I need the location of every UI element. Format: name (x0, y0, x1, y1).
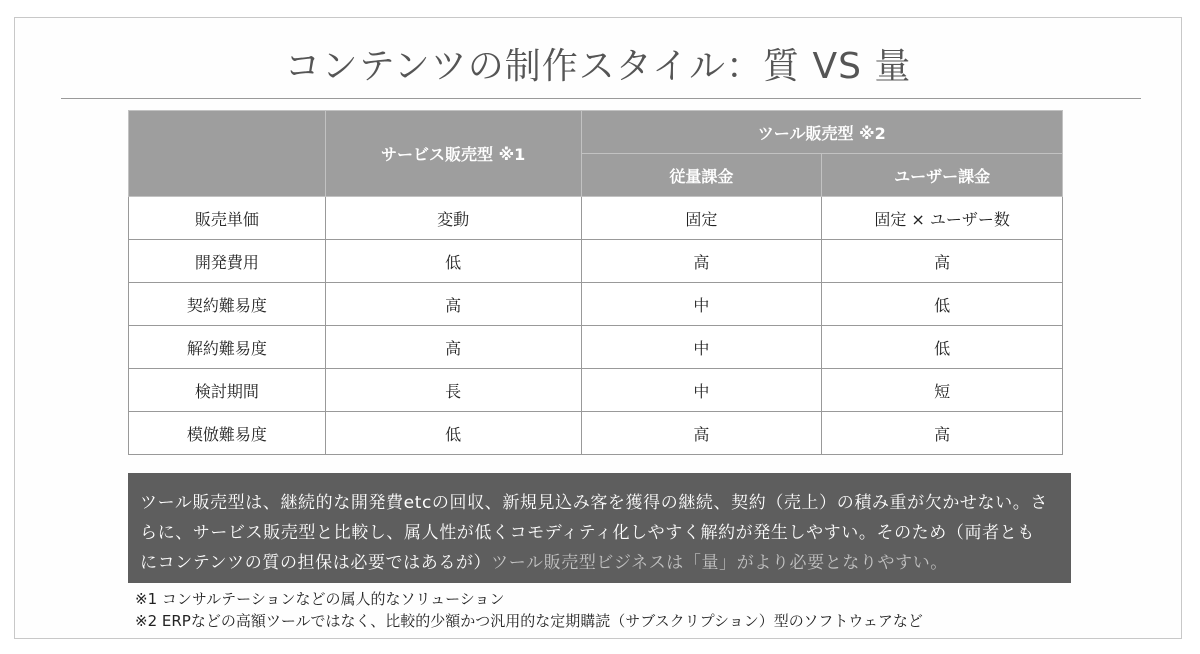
footnote: ※2 ERPなどの高額ツールではなく、比較的少額かつ汎用的な定期購読（サブスクリプション）型のソフトウェアなど (135, 612, 923, 630)
table-row (129, 326, 1063, 369)
footnotes (135, 588, 923, 632)
table-row (129, 369, 1063, 412)
cell-service: 長 (325, 369, 581, 412)
row-label: 契約難易度 (129, 283, 326, 326)
cell-usage: 中 (581, 369, 822, 412)
summary-note-box (128, 473, 1071, 583)
table-row (129, 283, 1063, 326)
note-highlight: ツール販売型ビジネスは「量」がより必要となりやすい。 (491, 553, 948, 573)
header-tool-sales: ツール販売型 ※2 (581, 111, 1063, 154)
table-row (129, 197, 1063, 240)
cell-user: 短 (822, 369, 1063, 412)
table-row (129, 240, 1063, 283)
slide (14, 17, 1182, 639)
note-line: らに、サービス販売型と比較し、属人性が低くコモディティ化しやすく解約が発生しやすい。そのため（両者とも (140, 523, 1035, 543)
note-text: にコンテンツの質の担保は必要ではあるが） (140, 553, 492, 573)
cell-usage: 固定 (581, 197, 822, 240)
row-label: 解約難易度 (129, 326, 326, 369)
table-row (129, 412, 1063, 455)
footnote: ※1 コンサルテーションなどの属人的なソリューション (135, 590, 505, 608)
page-title: コンテンツの制作スタイル：質 VS 量 (284, 46, 912, 87)
cell-usage: 中 (581, 283, 822, 326)
cell-user: 高 (822, 412, 1063, 455)
row-label: 模倣難易度 (129, 412, 326, 455)
note-line: ツール販売型は、継続的な開発費etcの回収、新規見込み客を獲得の継続、契約（売上）の積み重が欠かせない。さ (140, 493, 1048, 513)
note-line (140, 548, 1061, 578)
cell-usage: 高 (581, 412, 822, 455)
cell-usage: 中 (581, 326, 822, 369)
comparison-table (128, 110, 1063, 455)
cell-service: 低 (325, 412, 581, 455)
cell-usage: 高 (581, 240, 822, 283)
title-divider (61, 98, 1141, 99)
row-label: 開発費用 (129, 240, 326, 283)
row-label: 販売単価 (129, 197, 326, 240)
cell-user: 低 (822, 326, 1063, 369)
cell-user: 高 (822, 240, 1063, 283)
header-service-sales: サービス販売型 ※1 (325, 111, 581, 197)
subheader-user-billing: ユーザー課金 (822, 154, 1063, 197)
cell-service: 変動 (325, 197, 581, 240)
cell-user: 固定 × ユーザー数 (822, 197, 1063, 240)
row-label: 検討期間 (129, 369, 326, 412)
cell-service: 高 (325, 283, 581, 326)
cell-service: 低 (325, 240, 581, 283)
subheader-usage-billing: 従量課金 (581, 154, 822, 197)
table-corner-cell (129, 111, 326, 197)
cell-service: 高 (325, 326, 581, 369)
cell-user: 低 (822, 283, 1063, 326)
